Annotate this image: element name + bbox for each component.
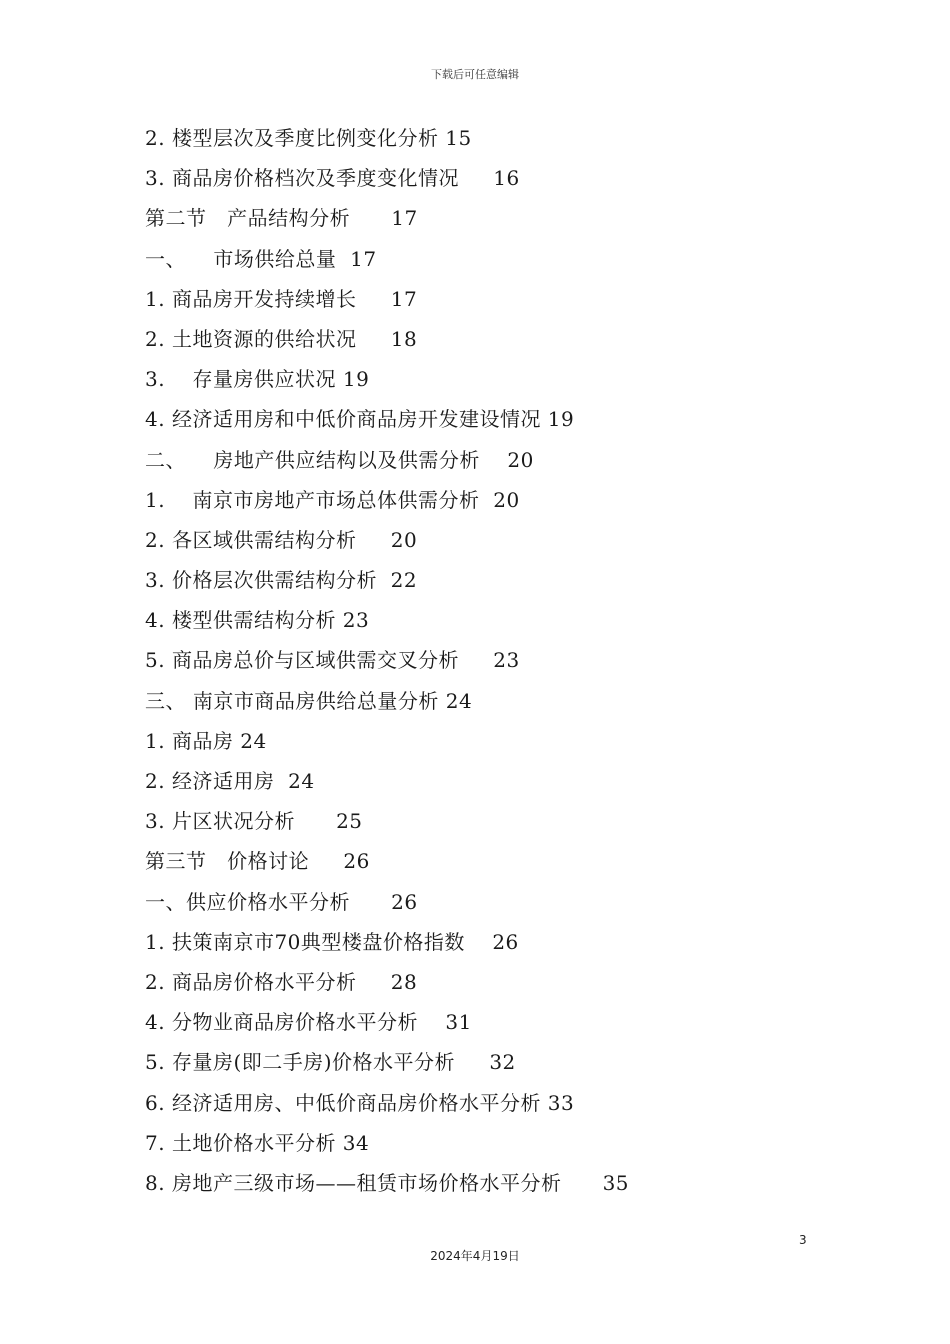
page-number: 3 bbox=[799, 1233, 807, 1247]
toc-entry: 1. 商品房 24 bbox=[145, 728, 267, 753]
toc-entry: 3. 价格层次供需结构分析 22 bbox=[145, 568, 418, 593]
toc-entry: 一、 市场供给总量 17 bbox=[145, 246, 377, 271]
toc-entry: 4. 楼型供需结构分析 23 bbox=[145, 608, 370, 633]
toc-entry: 4. 经济适用房和中低价商品房开发建设情况 19 bbox=[145, 407, 575, 432]
toc-entry: 2. 楼型层次及季度比例变化分析 15 bbox=[145, 126, 472, 150]
toc-entry: 4. 分物业商品房价格水平分析 31 bbox=[145, 1010, 472, 1035]
toc-entry: 二、 房地产供应结构以及供需分析 20 bbox=[145, 447, 534, 472]
page-header: 下载后可任意编辑 bbox=[431, 68, 519, 81]
page-footer-date: 2024年4月19日 bbox=[430, 1249, 520, 1263]
toc-entry: 第三节 价格讨论 26 bbox=[145, 849, 370, 874]
toc-entry: 一、供应价格水平分析 26 bbox=[145, 889, 418, 914]
toc-entry: 第二节 产品结构分析 17 bbox=[145, 206, 418, 231]
toc-entry: 2. 经济适用房 24 bbox=[145, 769, 315, 793]
toc-entry: 7. 土地价格水平分析 34 bbox=[145, 1130, 370, 1155]
toc-entry: 1. 南京市房地产市场总体供需分析 20 bbox=[145, 487, 520, 512]
table-of-contents bbox=[145, 118, 845, 1203]
toc-entry: 3. 存量房供应状况 19 bbox=[145, 367, 370, 392]
toc-entry: 2. 土地资源的供给状况 18 bbox=[145, 326, 418, 351]
toc-entry: 3. 商品房价格档次及季度变化情况 16 bbox=[145, 166, 520, 191]
toc-entry: 8. 房地产三级市场——租赁市场价格水平分析 35 bbox=[145, 1170, 630, 1195]
toc-entry: 2. 各区域供需结构分析 20 bbox=[145, 527, 418, 552]
toc-entry: 5. 存量房(即二手房)价格水平分析 32 bbox=[145, 1050, 516, 1075]
toc-entry: 三、 南京市商品房供给总量分析 24 bbox=[145, 688, 473, 713]
toc-entry: 3. 片区状况分析 25 bbox=[145, 809, 363, 834]
toc-entry: 1. 商品房开发持续增长 17 bbox=[145, 286, 418, 311]
toc-entry: 1. 扶策南京市70典型楼盘价格指数 26 bbox=[145, 929, 519, 954]
toc-entry: 2. 商品房价格水平分析 28 bbox=[145, 969, 418, 994]
toc-entry: 5. 商品房总价与区域供需交叉分析 23 bbox=[145, 648, 520, 673]
toc-entry: 6. 经济适用房、中低价商品房价格水平分析 33 bbox=[145, 1090, 575, 1115]
